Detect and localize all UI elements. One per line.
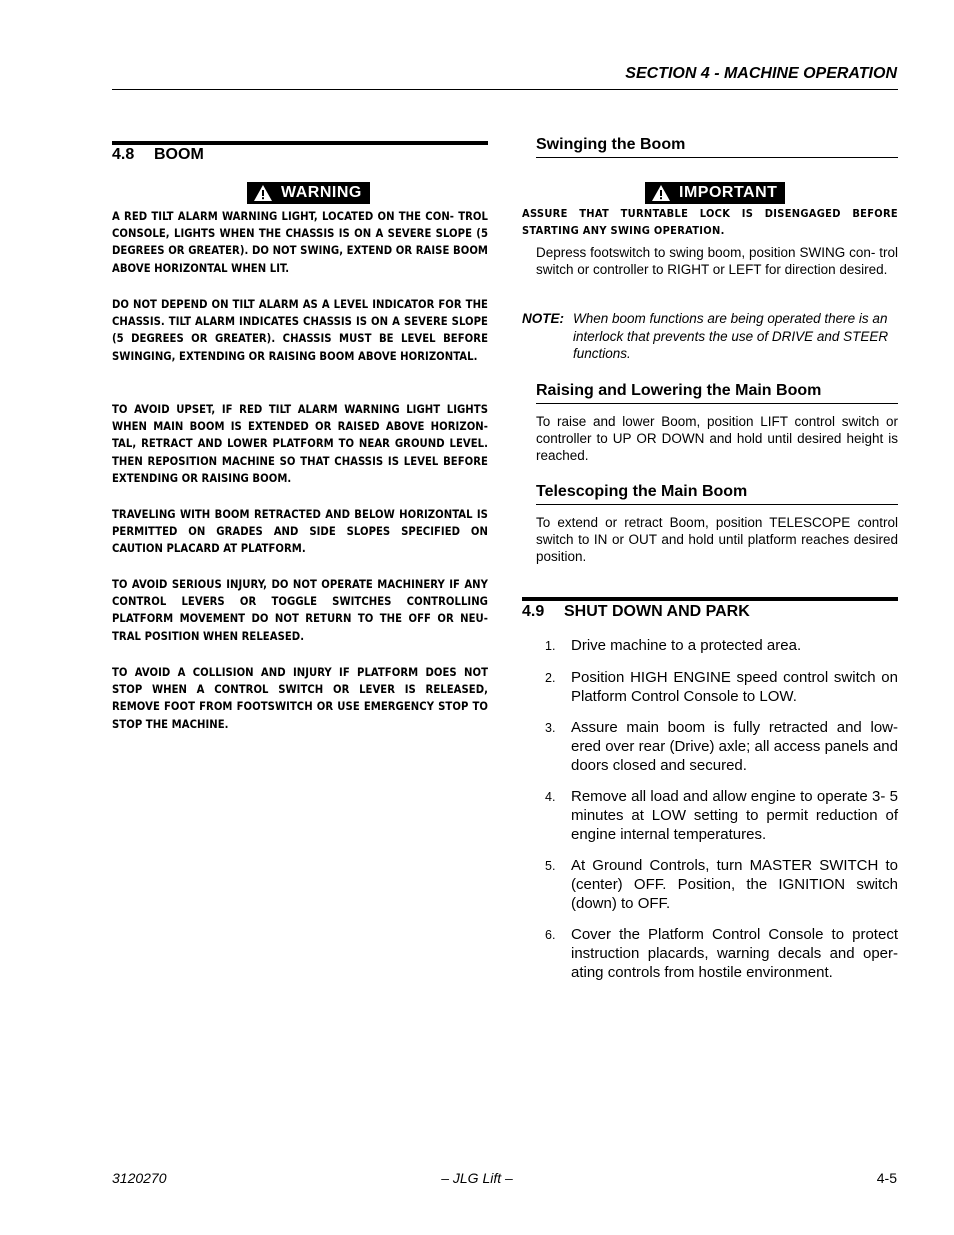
list-item xyxy=(545,668,898,706)
step-text: Position HIGH ENGINE speed control switch on Platform Control Console to LOW. xyxy=(571,669,898,705)
warning-paragraph: TO AVOID A COLLISION AND INJURY IF PLATFORM DOES NOT STOP WHEN A CONTROL SWITCH OR LEVER IS RELEASED, REMOVE FOOT FROM FOOTSWITCH OR USE EMERGENCY STOP TO STOP THE MACHINE. xyxy=(112,666,488,731)
warning-paragraph: TO AVOID SERIOUS INJURY, DO NOT OPERATE MACHINERY IF ANY CONTROL LEVERS OR TOGGLE SWITCHES CONTROLLING PLATFORM MOVEMENT DO NOT RETURN TO THE OFF OR NEU- TRAL POSITION WHEN RELEASED. xyxy=(112,578,488,643)
step-text: Remove all load and allow engine to operate 3- 5 minutes at LOW setting to permit reduction of engine internal temperatures. xyxy=(571,788,898,843)
warning-paragraph: A RED TILT ALARM WARNING LIGHT, LOCATED ON THE CON- TROL CONSOLE, LIGHTS WHEN THE CHASSIS IS ON A SEVERE SLOPE (5 DEGREES OR GREATER). DO NOT SWING, EXTEND OR RAISE BOOM ABOVE HORIZONTAL WHEN LIT. xyxy=(112,210,488,275)
step-number: 1. xyxy=(545,639,556,653)
note-text: When boom functions are being operated there is an interlock that prevents the use of DRIVE and STEER functions. xyxy=(573,311,889,361)
step-number: 3. xyxy=(545,721,556,735)
telescoping-heading: Telescoping the Main Boom xyxy=(536,483,898,505)
warning-paragraph: TRAVELING WITH BOOM RETRACTED AND BELOW HORIZONTAL IS PERMITTED ON GRADES AND SIDE SLOPES SPECIFIED ON CAUTION PLACARD AT PLATFORM. xyxy=(112,508,488,556)
step-number: 4. xyxy=(545,790,556,804)
step-text: At Ground Controls, turn MASTER SWITCH to (center) OFF. Position, the IGNITION switch (down) to OFF. xyxy=(571,857,898,912)
warning-triangle-icon xyxy=(253,184,273,202)
section-title: BOOM xyxy=(154,146,204,163)
footer-page-number: 4-5 xyxy=(876,1170,897,1186)
step-text: Drive machine to a protected area. xyxy=(571,637,802,654)
warning-paragraph: TO AVOID UPSET, IF RED TILT ALARM WARNING LIGHT LIGHTS WHEN MAIN BOOM IS EXTENDED OR RAISED ABOVE HORIZON- TAL, RETRACT AND LOWER PLATFORM TO NEAR GROUND LEVEL. THEN REPOSITION MACHINE SO THAT CHASSIS IS LEVEL BEFORE EXTENDING OR RAISING BOOM. xyxy=(112,403,488,485)
section-number: 4.8 xyxy=(112,146,135,163)
warning-paragraph: DO NOT DEPEND ON TILT ALARM AS A LEVEL INDICATOR FOR THE CHASSIS. TILT ALARM INDICATES CHASSIS IS ON A SEVERE SLOPE (5 DEGREES OR GREATER). CHASSIS MUST BE LEVEL BEFORE SWINGING, EXTENDING OR RAISING BOOM ABOVE HORIZONTAL. xyxy=(112,298,488,363)
important-paragraph: ASSURE THAT TURNTABLE LOCK IS DISENGAGED BEFORE STARTING ANY SWING OPERATION. xyxy=(522,207,898,238)
telescoping-body: To extend or retract Boom, position TELESCOPE control switch to IN or OUT and hold until platform reaches desired position. xyxy=(536,515,898,565)
warning-triangle-icon xyxy=(651,184,671,202)
step-number: 6. xyxy=(545,928,556,942)
section-4-8-rule xyxy=(112,141,488,145)
raising-heading: Raising and Lowering the Main Boom xyxy=(536,382,898,404)
important-label: IMPORTANT xyxy=(679,184,778,201)
list-item xyxy=(545,925,898,982)
list-item xyxy=(545,787,898,844)
step-text: Assure main boom is fully retracted and low- ered over rear (Drive) axle; all access panels and doors closed and secured. xyxy=(571,719,898,774)
header-rule xyxy=(112,89,898,90)
raising-body: To raise and lower Boom, position LIFT control switch or controller to UP OR DOWN and hold until desired height is reached. xyxy=(536,414,898,464)
footer-doc-number: 3120270 xyxy=(112,1170,167,1186)
swinging-heading: Swinging the Boom xyxy=(536,136,898,158)
list-item xyxy=(545,718,898,775)
warning-badge xyxy=(247,182,370,207)
section-4-9-rule xyxy=(522,597,898,601)
swinging-body: Depress footswitch to swing boom, position SWING con- trol switch or controller to RIGHT or LEFT for direction desired. xyxy=(536,245,898,278)
footer-center-text: – JLG Lift – xyxy=(441,1170,513,1186)
section-4-9-heading xyxy=(522,603,750,621)
section-number: 4.9 xyxy=(522,603,545,620)
warning-label: WARNING xyxy=(281,184,362,201)
step-number: 5. xyxy=(545,859,556,873)
important-badge xyxy=(645,182,785,207)
step-number: 2. xyxy=(545,671,556,685)
section-4-8-heading xyxy=(112,146,204,164)
list-item xyxy=(545,856,898,913)
step-text: Cover the Platform Control Console to protect instruction placards, warning decals and oper- ating controls from hostile environment. xyxy=(571,926,898,981)
note-label: NOTE: xyxy=(522,311,564,326)
section-header-title: SECTION 4 - MACHINE OPERATION xyxy=(625,65,897,82)
section-title: SHUT DOWN AND PARK xyxy=(564,603,750,620)
note-block xyxy=(522,310,898,363)
list-item xyxy=(545,636,898,655)
